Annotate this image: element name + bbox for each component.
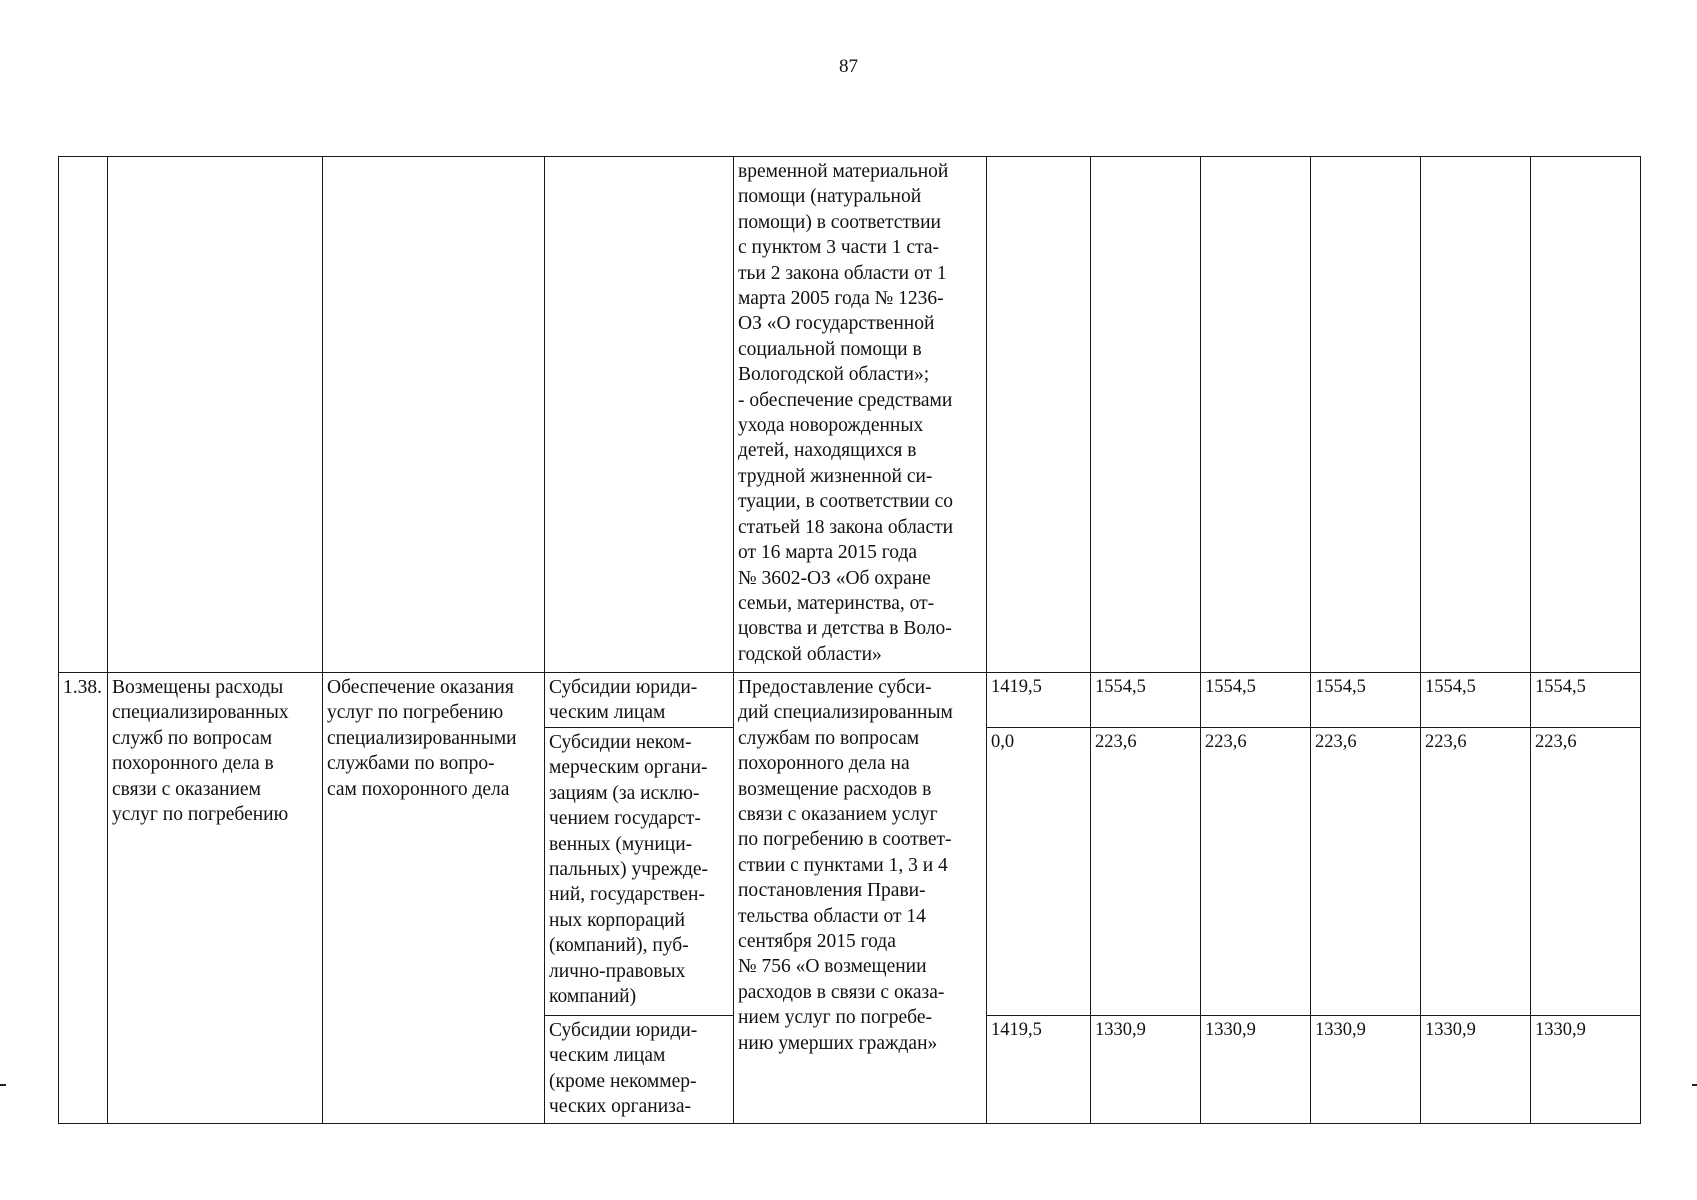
value-cell: 1554,5 [1421,673,1531,728]
task-cell: Обеспечение оказания услуг по погребению специализированными службами по вопро- сам похоронного дела [323,673,545,1124]
value-cell: 1554,5 [1091,673,1201,728]
value-cell: 1554,5 [1311,673,1421,728]
value-cell: 1419,5 [987,1016,1091,1124]
value-cell: 1330,9 [1531,1016,1641,1124]
value-cell: 223,6 [1531,728,1641,1016]
cell-result [108,157,323,673]
program-measures-table [58,156,1641,1124]
cell-value [1091,157,1201,673]
value-cell: 1419,5 [987,673,1091,728]
table-row [59,673,1641,728]
measures-cell: Предоставление субси- дий специализированным службам по вопросам похоронного дела на возмещение расходов в связи с оказанием услуг по погребению в соответ- ствии с пунктами 1, 3 и 4 постановления Прави- тельства области от 14 сентября 2015 года № 756 «О возмещении расходов в связи с оказа- нием услуг по погребе- нию умерших граждан» [734,673,987,1124]
value-cell: 1330,9 [1421,1016,1531,1124]
cell-value [1531,157,1641,673]
cell-value [1311,157,1421,673]
expense-type-cell: Субсидии юриди- ческим лицам (кроме некоммер- ческих организа- [545,1016,734,1124]
cell-value [1201,157,1311,673]
row-number: 1.38. [59,673,108,1124]
value-cell: 223,6 [1421,728,1531,1016]
cell-value [1421,157,1531,673]
value-cell: 1330,9 [1311,1016,1421,1124]
cell-value [987,157,1091,673]
continuation-row [59,157,1641,673]
scan-edge-mark [1692,1084,1697,1086]
value-cell: 223,6 [1311,728,1421,1016]
value-cell: 1330,9 [1091,1016,1201,1124]
page-number: 87 [839,56,858,77]
value-cell: 1554,5 [1531,673,1641,728]
cell-task [323,157,545,673]
cell-expense-type [545,157,734,673]
value-cell: 1330,9 [1201,1016,1311,1124]
cell-measures-continued: временной материальной помощи (натуральной помощи) в соответствии с пунктом 3 части 1 ста- тьи 2 закона области от 1 марта 2005 года № 1236- ОЗ «О государственной социальной помощи в Вологодской области»; - обеспечение средствами ухода новорожденных детей, находящихся в трудной жизненной си- туации, в соответствии со статьей 18 закона области от 16 марта 2015 года № 3602-ОЗ «Об охране семьи, материнства, от- цовства и детства в Воло- годской области» [734,157,987,673]
result-cell: Возмещены расходы специализированных служб по вопросам похоронного дела в связи с оказанием услуг по погребению [108,673,323,1124]
value-cell: 223,6 [1091,728,1201,1016]
expense-type-cell: Субсидии неком- мерческим органи- зациям (за исклю- чением государст- венных (муници- пальных) учрежде- ний, государствен- ных корпораций (компаний), пуб- лично-правовых компаний) [545,728,734,1016]
cell-number [59,157,108,673]
value-cell: 0,0 [987,728,1091,1016]
value-cell: 223,6 [1201,728,1311,1016]
expense-type-cell: Субсидии юриди- ческим лицам [545,673,734,728]
value-cell: 1554,5 [1201,673,1311,728]
scan-edge-mark [0,1084,6,1086]
